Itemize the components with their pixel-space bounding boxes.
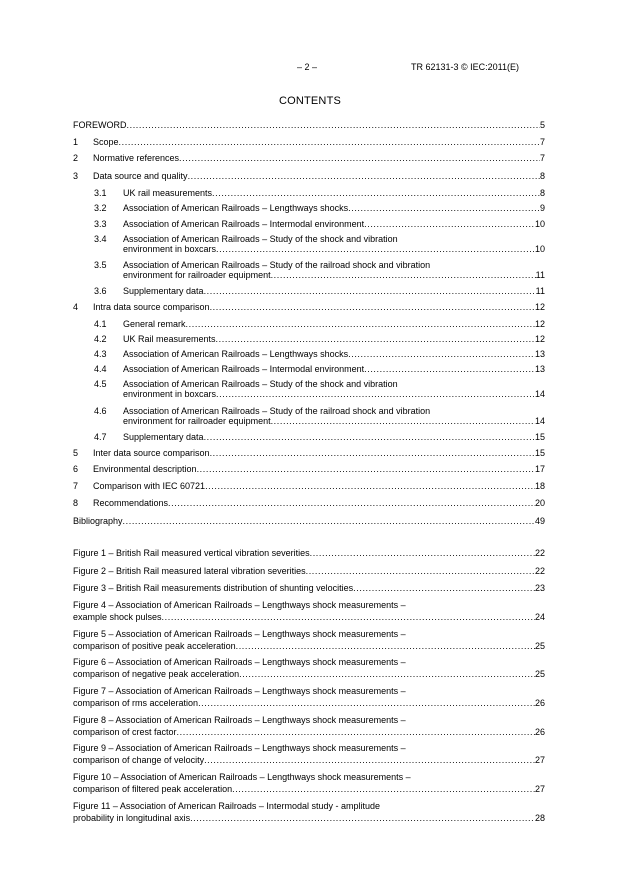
figure-entry-leader-line (73, 698, 545, 708)
dot-leader (205, 480, 535, 492)
toc-entry-page: 10 (534, 244, 545, 254)
figure-entry-leader-line (73, 612, 545, 622)
dot-leader (216, 243, 535, 255)
toc-entry-page: 7 (539, 137, 545, 147)
figure-entry-page: 22 (534, 548, 545, 558)
figure-entry[interactable] (73, 686, 545, 710)
toc-entry-title-cont: environment for railroader equipment (123, 416, 271, 426)
figure-entry-title: Figure 5 – Association of American Railroads – Lengthways shock measurements – (73, 629, 406, 639)
figure-entry[interactable] (73, 715, 545, 739)
toc-entry-title: Association of American Railroads – Intermodal environment (123, 219, 365, 229)
dot-leader (310, 548, 535, 558)
dot-leader (204, 285, 536, 297)
figure-entry-title-cont: comparison of filtered peak acceleration (73, 784, 233, 794)
dot-leader (190, 813, 535, 823)
toc-entry-title: Inter data source comparison (93, 448, 210, 458)
toc-entry-title: Supplementary data (123, 432, 204, 442)
document-reference: TR 62131-3 © IEC:2011(E) (411, 62, 520, 72)
toc-entry[interactable] (73, 463, 545, 475)
toc-entry-leader-line (93, 480, 545, 492)
toc-entry-number: 7 (73, 481, 79, 491)
figure-entry-leader-line (73, 566, 545, 576)
toc-entry-page: 12 (534, 319, 545, 329)
toc-entry-leader-line (123, 415, 545, 427)
toc-entry-leader-line (93, 447, 545, 459)
toc-entry-page: 8 (539, 171, 545, 181)
figure-entry-page: 25 (534, 641, 545, 651)
dot-leader (271, 269, 536, 281)
toc-entry-page: 12 (534, 334, 545, 344)
toc-entry[interactable] (73, 480, 545, 492)
figure-entry-title: Figure 2 – British Rail measured lateral vibration severities (73, 566, 306, 576)
toc-entry-number: 8 (73, 498, 79, 508)
toc-entry-number: 3 (73, 171, 79, 181)
toc-entry[interactable] (94, 348, 545, 360)
figure-entry-page: 25 (534, 669, 545, 679)
figure-entry-leader-line (73, 755, 545, 765)
toc-entry-title: Association of American Railroads – Study of the shock and vibration (123, 234, 398, 244)
toc-entry-page: 13 (534, 364, 545, 374)
toc-entry-title: Data source and quality (93, 171, 188, 181)
figure-entry-title: Figure 7 – Association of American Railroads – Lengthways shock measurements – (73, 686, 406, 696)
dot-leader (168, 497, 535, 509)
toc-entry-title: Association of American Railroads – Study of the railroad shock and vibration (123, 406, 431, 416)
dot-leader (204, 755, 535, 765)
toc-entry-number: 4.7 (94, 432, 107, 442)
toc-entry-number: 1 (73, 137, 79, 147)
dot-leader (197, 463, 535, 475)
dot-leader (364, 363, 535, 375)
toc-entry-title: UK rail measurements (123, 188, 213, 198)
dot-leader (186, 318, 535, 330)
toc-entry[interactable] (94, 259, 545, 280)
toc-entry-number: 4.6 (94, 406, 107, 416)
toc-entry-page: 20 (534, 498, 545, 508)
toc-entry[interactable] (73, 152, 545, 164)
toc-entry[interactable] (73, 119, 545, 131)
dot-leader (210, 301, 535, 313)
figure-entry[interactable] (73, 566, 545, 578)
dot-leader (212, 187, 540, 199)
toc-entry-number: 3.4 (94, 234, 107, 244)
figure-entry-title: Figure 4 – Association of American Railroads – Lengthways shock measurements – (73, 600, 406, 610)
toc-entry-title: Intra data source comparison (93, 302, 210, 312)
toc-entry[interactable] (94, 363, 545, 375)
toc-entry-leader-line (93, 463, 545, 475)
dot-leader (127, 119, 540, 131)
figure-entry-title: Figure 9 – Association of American Railroads – Lengthways shock measurements – (73, 743, 406, 753)
toc-entry-leader-line (93, 152, 545, 164)
toc-entry-title: Recommendations (93, 498, 169, 508)
figure-entry-title: Figure 10 – Association of American Railroads – Lengthways shock measurements – (73, 772, 411, 782)
toc-entry-number: 2 (73, 153, 79, 163)
toc-entry-leader-line (73, 515, 545, 527)
figure-entry-title: Figure 3 – British Rail measurements distribution of shunting velocities (73, 583, 354, 593)
figure-entry-page: 27 (534, 755, 545, 765)
figure-entry-page: 28 (534, 813, 545, 823)
dot-leader (271, 415, 535, 427)
toc-entry-page: 10 (534, 219, 545, 229)
toc-entry[interactable] (73, 170, 545, 182)
toc-entry[interactable] (73, 515, 545, 527)
figure-entry-leader-line (73, 813, 545, 823)
toc-entry-leader-line (123, 269, 545, 281)
dot-leader (216, 333, 535, 345)
toc-entry-title: Association of American Railroads – Lengthways shocks (123, 349, 349, 359)
toc-entry-title: Environmental description (93, 464, 197, 474)
toc-entry-title: Association of American Railroads – Intermodal environment (123, 364, 365, 374)
toc-entry-title-cont: environment in boxcars (123, 244, 217, 254)
toc-entry-number: 4 (73, 302, 79, 312)
toc-entry-number: 5 (73, 448, 79, 458)
toc-entry-number: 3.6 (94, 286, 107, 296)
dot-leader (179, 152, 540, 164)
figure-entry-leader-line (73, 669, 545, 679)
dot-leader (239, 669, 535, 679)
figure-entry[interactable] (73, 743, 545, 767)
toc-entry-title: Association of American Railroads – Lengthways shocks (123, 203, 349, 213)
dot-leader (348, 202, 540, 214)
toc-entry[interactable] (94, 202, 545, 214)
figure-entry[interactable] (73, 657, 545, 681)
toc-entry-page: 12 (534, 302, 545, 312)
toc-entry-title-cont: environment for railroader equipment (123, 270, 271, 280)
toc-entry-page: 7 (539, 153, 545, 163)
toc-entry[interactable] (94, 333, 545, 345)
figure-entry-title-cont: comparison of negative peak acceleration (73, 669, 240, 679)
toc-entry-page: 8 (539, 188, 545, 198)
figure-entry-page: 24 (534, 612, 545, 622)
toc-entry[interactable] (73, 447, 545, 459)
dot-leader (198, 698, 535, 708)
toc-entry[interactable] (94, 218, 545, 230)
toc-entry-number: 4.1 (94, 319, 107, 329)
dot-leader (123, 515, 535, 527)
figure-entry-title-cont: comparison of change of velocity (73, 755, 205, 765)
figure-entry-page: 26 (534, 727, 545, 737)
toc-entry-page: 15 (534, 448, 545, 458)
toc-entry[interactable] (73, 497, 545, 509)
toc-entry-page: 18 (534, 481, 545, 491)
dot-leader (188, 170, 540, 182)
toc-entry-leader-line (73, 119, 545, 131)
toc-entry-leader-line (93, 170, 545, 182)
toc-entry-page: 14 (534, 389, 545, 399)
figure-entry[interactable] (73, 548, 545, 560)
contents-title: CONTENTS (278, 95, 342, 107)
toc-entry-title: Comparison with IEC 60721 (93, 481, 206, 491)
dot-leader (306, 566, 535, 576)
figure-entry-title-cont: example shock pulses (73, 612, 162, 622)
dot-leader (236, 641, 535, 651)
figure-entry-page: 26 (534, 698, 545, 708)
figure-entry[interactable] (73, 600, 545, 624)
toc-entry-leader-line (123, 363, 545, 375)
figure-entry[interactable] (73, 583, 545, 595)
toc-entry-number: 4.5 (94, 379, 107, 389)
figure-entry-title-cont: probability in longitudinal axis (73, 813, 191, 823)
toc-entry-leader-line (123, 431, 545, 443)
toc-entry-page: 13 (534, 349, 545, 359)
figure-entry-leader-line (73, 641, 545, 651)
toc-entry[interactable] (94, 233, 545, 254)
toc-entry-page: 9 (539, 203, 545, 213)
figure-entry-title: Figure 11 – Association of American Railroads – Intermodal study - amplitude (73, 801, 380, 811)
toc-entry-title: General remark (123, 319, 186, 329)
toc-entry[interactable] (94, 378, 545, 399)
toc-entry-number: 4.2 (94, 334, 107, 344)
figure-entry[interactable] (73, 772, 545, 796)
toc-entry-page: 14 (534, 416, 545, 426)
toc-entry-leader-line (123, 318, 545, 330)
toc-entry-leader-line (93, 497, 545, 509)
toc-entry-number: 4.3 (94, 349, 107, 359)
toc-entry[interactable] (94, 431, 545, 443)
toc-entry-leader-line (123, 285, 545, 297)
figure-entry-page: 22 (534, 566, 545, 576)
toc-entry[interactable] (94, 187, 545, 199)
toc-entry-number: 3.1 (94, 188, 107, 198)
toc-entry-leader-line (123, 333, 545, 345)
toc-entry-page: 15 (534, 432, 545, 442)
dot-leader (204, 431, 535, 443)
figure-entry-title-cont: comparison of crest factor (73, 727, 177, 737)
toc-entry-page: 17 (534, 464, 545, 474)
figure-entry-page: 27 (534, 784, 545, 794)
dot-leader (210, 447, 535, 459)
toc-entry-title: FOREWORD (73, 120, 127, 130)
dot-leader (162, 612, 535, 622)
dot-leader (232, 784, 535, 794)
dot-leader (348, 348, 535, 360)
figure-entry-title: Figure 6 – Association of American Railroads – Lengthways shock measurements – (73, 657, 406, 667)
figure-entry[interactable] (73, 629, 545, 653)
figure-entry-page: 23 (534, 583, 545, 593)
toc-entry-leader-line (123, 202, 545, 214)
toc-entry-leader-line (93, 136, 545, 148)
toc-entry-leader-line (123, 348, 545, 360)
toc-entry-title: Association of American Railroads – Study of the railroad shock and vibration (123, 260, 431, 270)
toc-entry-title: UK Rail measurements (123, 334, 216, 344)
toc-entry-number: 3.5 (94, 260, 107, 270)
toc-entry[interactable] (94, 405, 545, 426)
toc-entry-leader-line (123, 243, 545, 255)
toc-entry[interactable] (94, 285, 545, 297)
figure-entry-title: Figure 8 – Association of American Railroads – Lengthways shock measurements – (73, 715, 406, 725)
toc-entry-number: 4.4 (94, 364, 107, 374)
dot-leader (364, 218, 535, 230)
dot-leader (177, 727, 535, 737)
figure-entry-title: Figure 1 – British Rail measured vertical vibration severities (73, 548, 310, 558)
toc-entry-leader-line (123, 388, 545, 400)
toc-entry-title: Scope (93, 137, 119, 147)
toc-entry-page: 11 (535, 286, 545, 296)
toc-entry-title: Association of American Railroads – Study of the shock and vibration (123, 379, 398, 389)
toc-entry-page: 5 (539, 120, 545, 130)
toc-entry-number: 3.3 (94, 219, 107, 229)
figure-entry-leader-line (73, 727, 545, 737)
toc-entry-page: 11 (535, 270, 545, 280)
toc-entry[interactable] (73, 301, 545, 313)
toc-entry-number: 3.2 (94, 203, 107, 213)
dot-leader (353, 583, 535, 593)
figure-entry-title-cont: comparison of rms acceleration (73, 698, 199, 708)
toc-entry-title-cont: environment in boxcars (123, 389, 217, 399)
dot-leader (119, 136, 540, 148)
figure-entry-leader-line (73, 548, 545, 558)
toc-entry-number: 6 (73, 464, 79, 474)
page-number: – 2 – (297, 62, 318, 72)
toc-entry-page: 49 (534, 516, 545, 526)
toc-entry-leader-line (123, 187, 545, 199)
figure-entry-leader-line (73, 784, 545, 794)
figure-entry[interactable] (73, 801, 545, 825)
toc-entry[interactable] (94, 318, 545, 330)
toc-entry-title: Supplementary data (123, 286, 204, 296)
figure-entry-title-cont: comparison of positive peak acceleration (73, 641, 236, 651)
toc-entry-title: Normative references (93, 153, 180, 163)
toc-entry-leader-line (123, 218, 545, 230)
toc-entry[interactable] (73, 136, 545, 148)
toc-entry-leader-line (93, 301, 545, 313)
toc-entry-title: Bibliography (73, 516, 123, 526)
dot-leader (216, 388, 535, 400)
figure-entry-leader-line (73, 583, 545, 593)
